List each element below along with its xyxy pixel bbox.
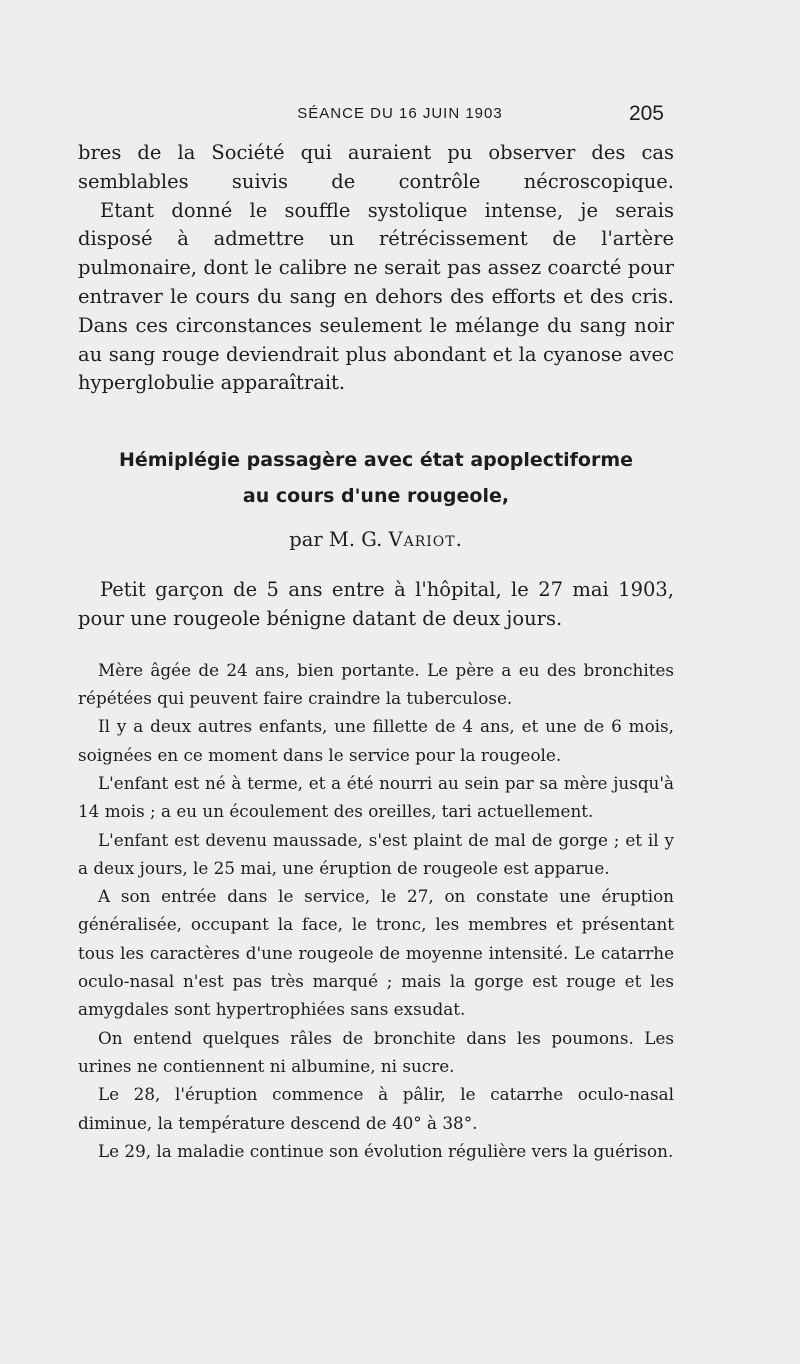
case-paragraph: L'enfant est devenu maussade, s'est plaint de mal de gorge ; et il y a deux jours, le 25 mai, une éruption de rougeole est apparue. — [78, 829, 674, 878]
case-paragraph: Il y a deux autres enfants, une fillette de 4 ans, et une de 6 mois, soignées en ce moment dans le service pour la rougeole. — [78, 716, 674, 765]
article-title-line-2: au cours d'une rougeole, — [242, 485, 510, 508]
lead-paragraph: Petit garçon de 5 ans entre à l'hôpital, le 27 mai 1903, pour une rougeole bénigne datant de deux jours. — [78, 578, 674, 630]
article-title-line-1: Hémiplégie passagère avec état apoplectiforme — [118, 449, 634, 472]
case-paragraph: A son entrée dans le service, le 27, on constate une éruption généralisée, occupant la face, le tronc, les membres et présentant tous les caractères d'une rougeole de moyenne intensité. Le catarrhe oculo-nasal n'est pas très marqué ; mais la gorge est rouge et les amygdales sont hypertrophiées sans exsudat. — [78, 886, 674, 1020]
page-number: 205 — [628, 102, 664, 125]
byline-author: Variot. — [388, 528, 463, 552]
case-paragraph: L'enfant est né à terme, et a été nourri au sein par sa mère jusqu'à 14 mois ; a eu un écoulement des oreilles, tari actuellement. — [78, 772, 674, 822]
article-byline — [78, 526, 674, 554]
case-paragraph: Le 28, l'éruption commence à pâlir, le catarrhe oculo-nasal diminue, la température descend de 40° à 38°. — [78, 1084, 674, 1133]
case-paragraph: Mère âgée de 24 ans, bien portante. Le père a eu des bronchites répétées qui peuvent faire craindre la tuberculose. — [78, 659, 674, 709]
case-paragraph: Le 29, la maladie continue son évolution régulière vers la guérison. — [98, 1140, 674, 1161]
case-report — [78, 656, 674, 1165]
byline-prefix: par M. G. — [289, 528, 383, 552]
intro-paragraph: Etant donné le souffle systolique intense, je serais disposé à admettre un rétrécissement de l'artère pulmonaire, dont le calibre ne serait pas assez coarcté pour entraver le cours du sang en dehors des efforts et des cris. Dans ces circonstances seulement le mélange du sang noir au sang rouge deviendrait plus abondant et la cyanose avec hyperglobulie apparaîtrait. — [78, 198, 674, 395]
continued-paragraph: bres de la Société qui auraient pu observer des cas semblables suivis de contrôle nécroscopique. — [78, 141, 674, 193]
running-head-title: SÉANCE DU 16 JUIN 1903 — [297, 105, 503, 122]
case-paragraph: On entend quelques râles de bronchite dans les poumons. Les urines ne contiennent ni albumine, ni sucre. — [78, 1027, 674, 1076]
article-title — [78, 442, 674, 514]
running-head — [0, 102, 800, 128]
page-body — [78, 139, 674, 1165]
